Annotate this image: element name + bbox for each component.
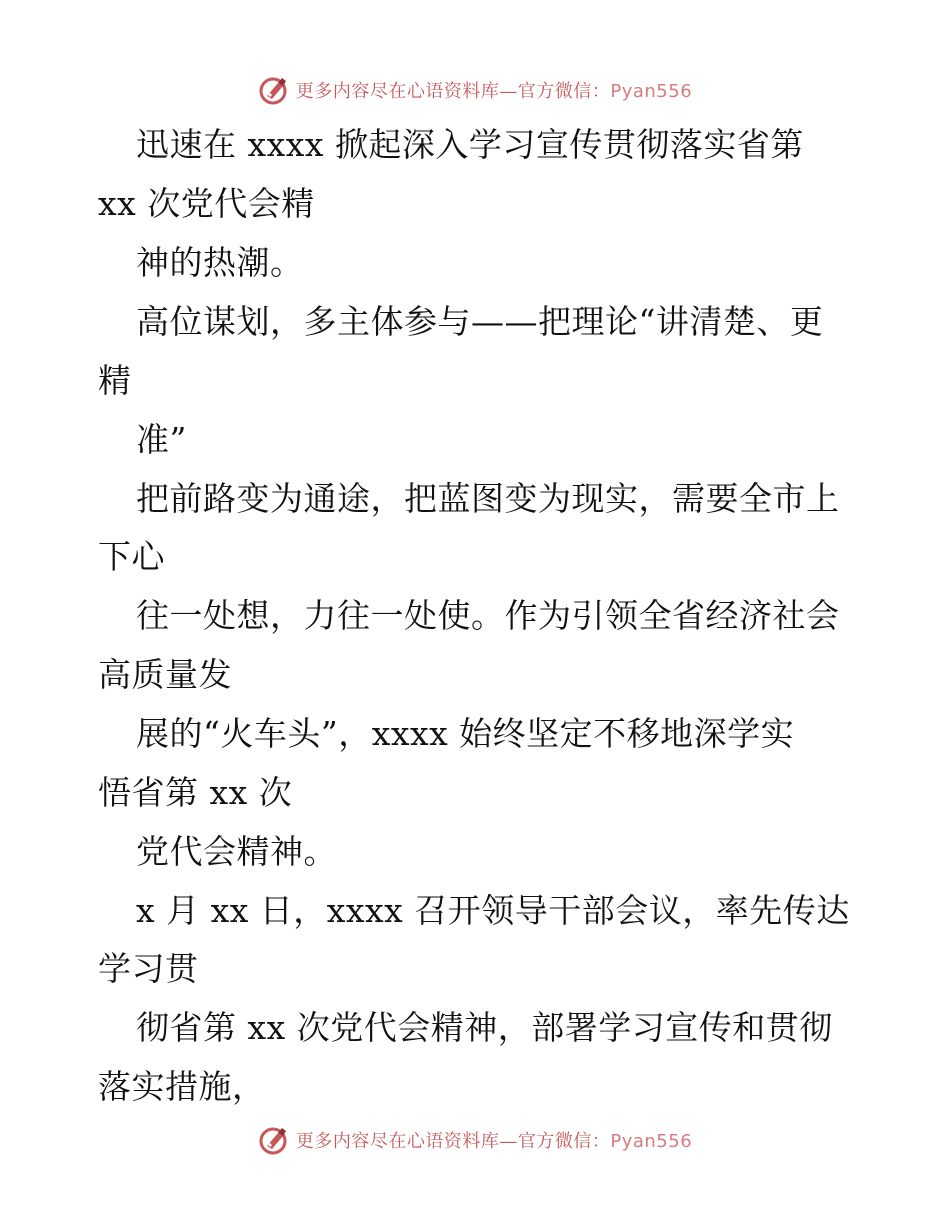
paragraph-line: 落实措施， xyxy=(98,1067,266,1106)
paragraph-line: 高位谋划，多主体参与——把理论“讲清楚、更 xyxy=(136,302,824,341)
paragraph-line: x 月 xx 日，xxxx 召开领导干部会议，率先传达 xyxy=(136,891,850,930)
wechat-id: Pyan556 xyxy=(610,81,693,102)
paragraph-line: 党代会精神。 xyxy=(136,832,337,871)
paragraph-line: 学习贯 xyxy=(98,949,199,988)
watermark-text: 更多内容尽在心语资料库—官方微信：Pyan556 xyxy=(295,81,693,102)
paragraph-line: 准” xyxy=(136,420,187,459)
paragraph-line: 高质量发 xyxy=(98,655,232,694)
paragraph-line: 精 xyxy=(98,361,132,400)
pen-logo-icon xyxy=(258,1124,290,1156)
paragraph-line: 彻省第 xx 次党代会精神，部署学习宣传和贯彻 xyxy=(136,1008,833,1047)
paragraph-line: 往一处想，力往一处使。作为引领全省经济社会 xyxy=(136,596,840,635)
paragraph-line: 下心 xyxy=(98,537,165,576)
paragraph-line: 迅速在 xxxx 掀起深入学习宣传贯彻落实省第 xyxy=(136,125,804,164)
header-watermark xyxy=(0,70,950,110)
paragraph-line: 展的“火车头”，xxxx 始终坚定不移地深学实 xyxy=(136,714,795,753)
paragraph-line: 悟省第 xx 次 xyxy=(98,773,293,812)
paragraph-line: xx 次党代会精 xyxy=(98,184,315,223)
footer-watermark xyxy=(0,1120,950,1160)
watermark-text: 更多内容尽在心语资料库—官方微信：Pyan556 xyxy=(295,1131,693,1152)
paragraph-line: 神的热潮。 xyxy=(136,243,304,282)
paragraph-line: 把前路变为通途，把蓝图变为现实，需要全市上 xyxy=(136,479,840,518)
pen-logo-icon xyxy=(258,74,290,106)
wechat-id: Pyan556 xyxy=(610,1131,693,1152)
